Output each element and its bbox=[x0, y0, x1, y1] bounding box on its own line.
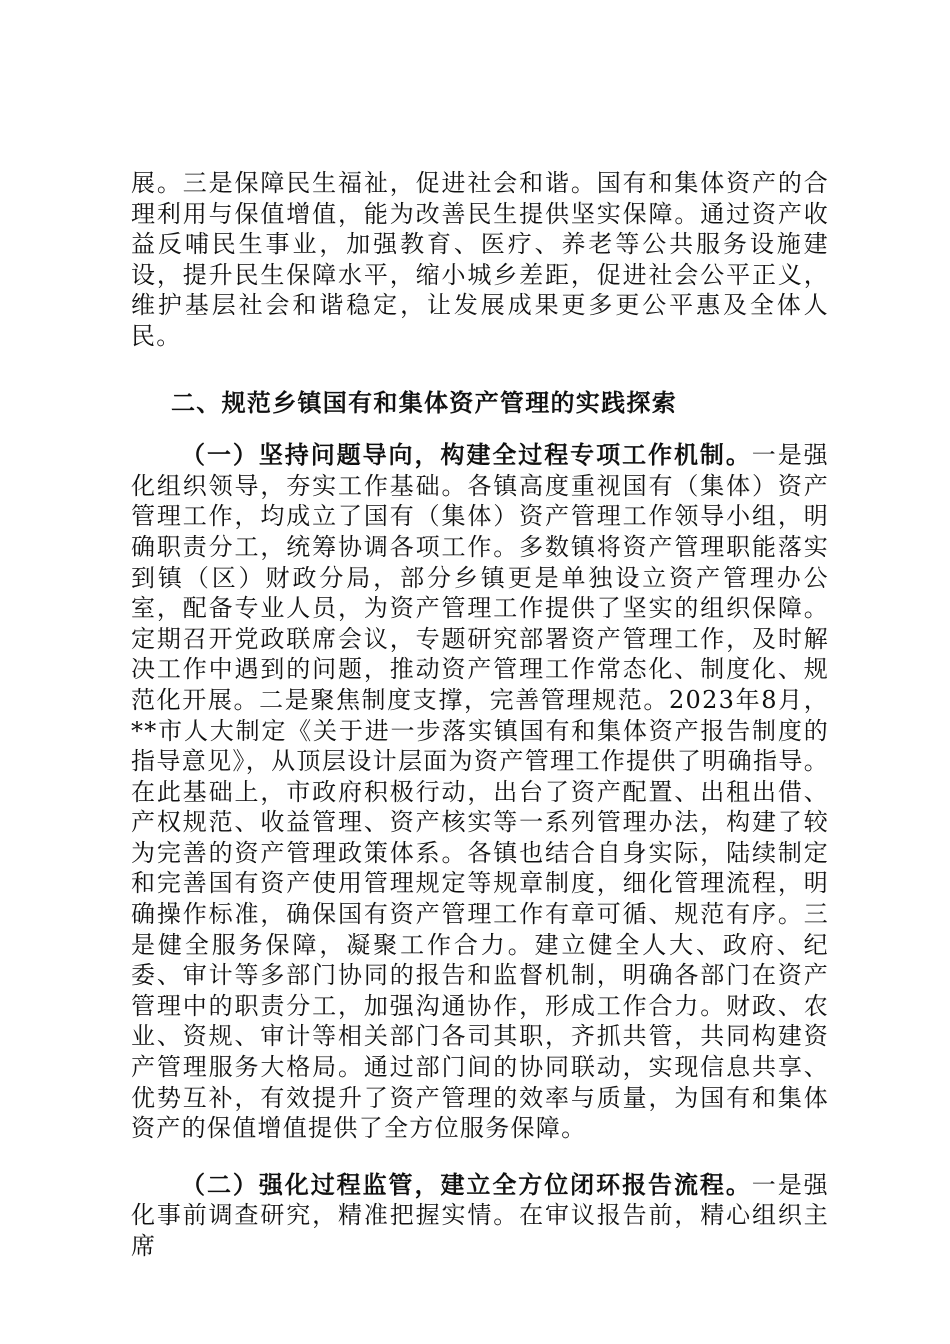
paragraph-subsection-2 bbox=[131, 1170, 829, 1262]
subsection-1-body: 一是强化组织领导，夯实工作基础。各镇高度重视国有（集体）资产管理工作，均成立了国有（集体）资产管理工作领导小组，明确职责分工，统筹协调各项工作。多数镇将资产管理职能落实到镇（区）财政分局，部分乡镇更是单独设立资产管理办公室，配备专业人员，为资产管理工作提供了坚实的组织保障。定期召开党政联席会议，专题研究部署资产管理工作，及时解决工作中遇到的问题，推动资产管理工作常态化、制度化、规范化开展。二是聚焦制度支撑，完善管理规范。2023年8月，**市人大制定《关于进一步落实镇国有和集体资产报告制度的指导意见》，从顶层设计层面为资产管理工作提供了明确指导。在此基础上，市政府积极行动，出台了资产配置、出租出借、产权规范、收益管理、资产核实等一系列管理办法，构建了较为完善的资产管理政策体系。各镇也结合自身实际，陆续制定和完善国有资产使用管理规定等规章制度，细化管理流程，明确操作标准，确保国有资产管理工作有章可循、规范有序。三是健全服务保障，凝聚工作合力。建立健全人大、政府、纪委、审计等多部门协同的报告和监督机制，明确各部门在资产管理中的职责分工，加强沟通协作，形成工作合力。财政、农业、资规、审计等相关部门各司其职，齐抓共管，共同构建资产管理服务大格局。通过部门间的协同联动，实现信息共享、优势互补，有效提升了资产管理的效率与质量，为国有和集体资产的保值增值提供了全方位服务保障。 bbox=[131, 441, 829, 1143]
subsection-2-body: 一是强化事前调查研究，精准把握实情。在审议报告前，精心组织主席 bbox=[131, 1170, 829, 1260]
paragraph-subsection-1 bbox=[131, 440, 829, 1144]
subsection-2-lead: （二）强化过程监管，建立全方位闭环报告流程。 bbox=[181, 1170, 752, 1199]
paragraph-people-wellbeing: 展。三是保障民生福祉，促进社会和谐。国有和集体资产的合理利用与保值增值，能为改善民生提供坚实保障。通过资产收益反哺民生事业，加强教育、医疗、养老等公共服务设施建设，提升民生保障水平，缩小城乡差距，促进社会公平正义，维护基层社会和谐稳定，让发展成果更多更公平惠及全体人民。 bbox=[131, 169, 829, 350]
subsection-1-lead: （一）坚持问题导向，构建全过程专项工作机制。 bbox=[181, 441, 752, 470]
document-content bbox=[131, 168, 829, 1262]
section-heading: 二、规范乡镇国有和集体资产管理的实践探索 bbox=[171, 388, 677, 417]
